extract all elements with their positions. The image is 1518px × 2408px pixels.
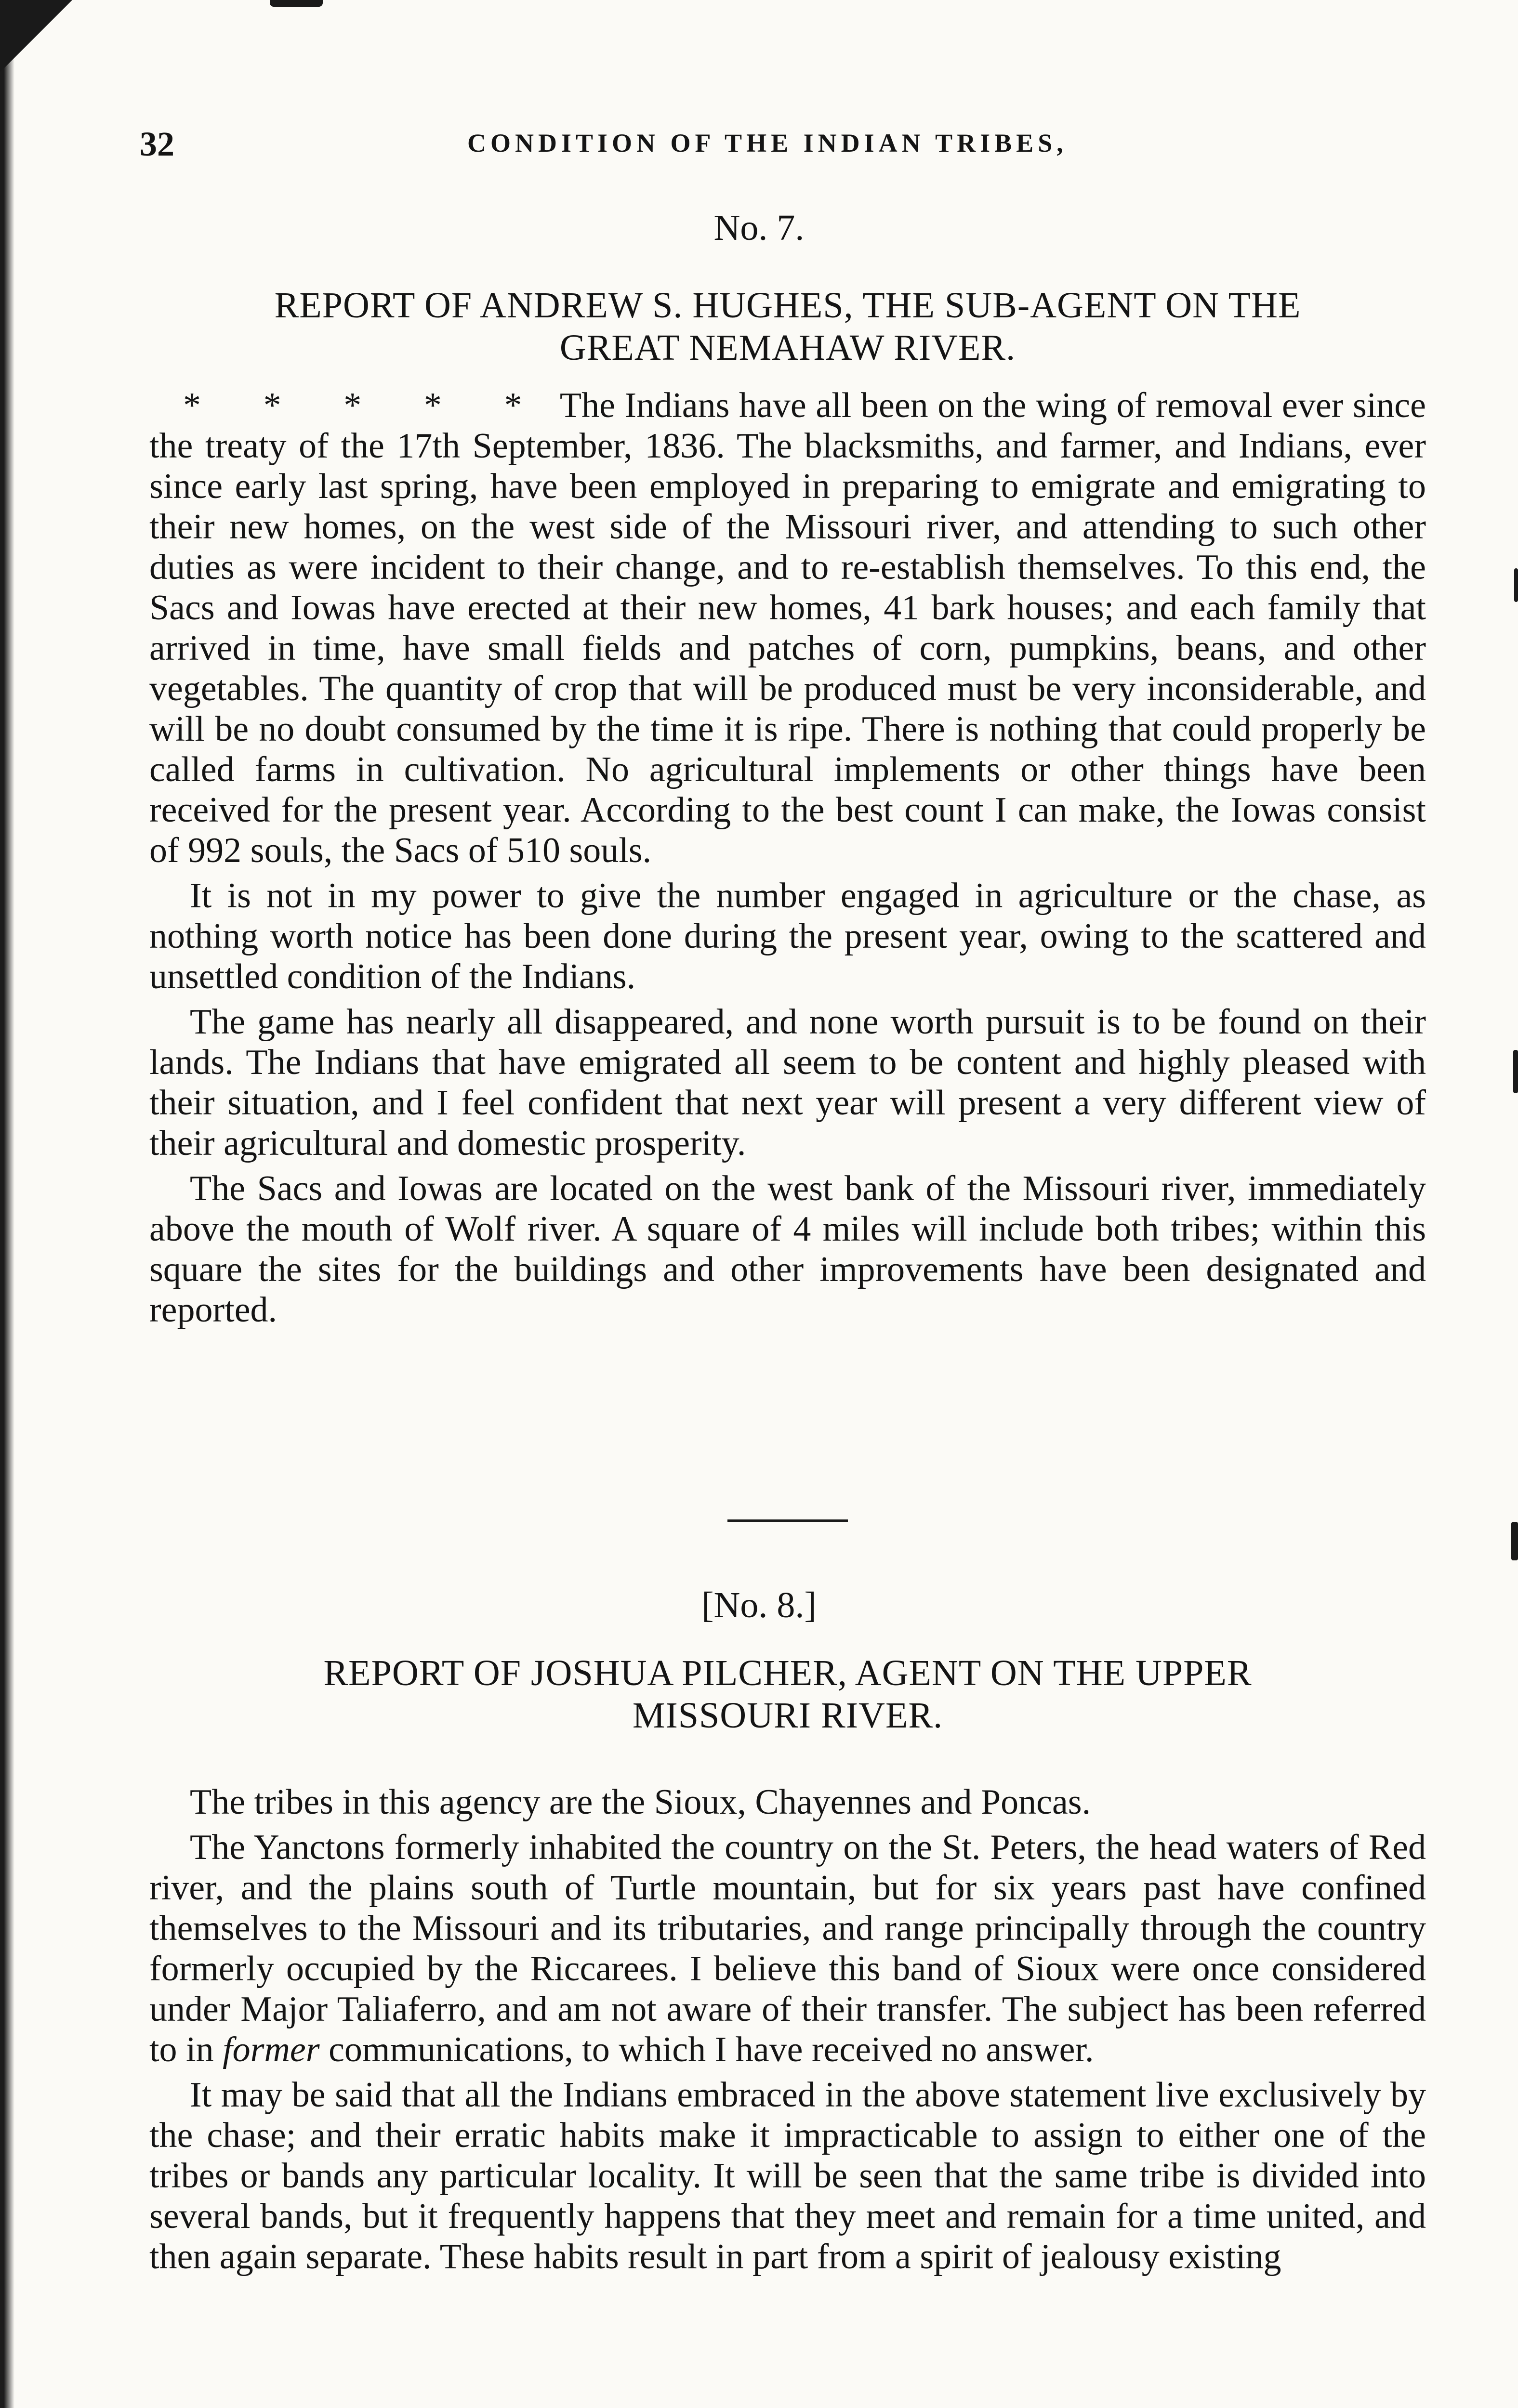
title-line: MISSOURI RIVER. [632,1695,943,1736]
section-number-7: No. 7. [713,208,805,248]
paragraph: The Sacs and Iowas are located on the west bank of the Missouri river, immediately above the mouth of Wolf river. A square of 4 miles will include both tribes; within this square the sites for the buildings and other improvements have been designated and reported. [149,1169,1426,1330]
paragraph: It is not in my power to give the number engaged in agriculture or the chase, as nothing worth notice has been done during the present year, owing to the scattered and unsettled condition of the Indians. [149,876,1426,996]
section-divider [727,1519,848,1522]
paragraph: The tribes in this agency are the Sioux, Chayennes and Poncas. [190,1782,1091,1822]
paragraph [149,385,1426,871]
scan-top-mark [270,0,323,7]
pilcher-report-body [149,1782,1426,2282]
scan-right-mark [1511,1522,1518,1560]
running-head: CONDITION OF THE INDIAN TRIBES, [467,129,1068,157]
scan-right-mark [1514,568,1518,602]
title-line: REPORT OF ANDREW S. HUGHES, THE SUB-AGENT ON THE [274,285,1301,326]
paragraph-text: The Yanctons formerly inhabited the country on the St. Peters, the head waters of Red river, and the plains south of Turtle mountain, but for six years past have confined themselves to the Missouri and its tributaries, and range principally through the country formerly occupied by the Riccarees. I believe this band of Sioux were once considered under Major Taliaferro, and am not aware of their transfer. The subject has been referred to in [149,1828,1426,2069]
paragraph: It may be said that all the Indians embraced in the above statement live exclusively by the chase; and their erratic habits make it impracticable to assign to either one of the tribes or bands any particular locality. It will be seen that the same tribe is divided into several bands, but it frequently happens that they meet and remain for a time united, and then again separate. These habits result in part from a spirit of jealousy existing [149,2075,1426,2277]
hughes-report-body [149,385,1426,1335]
scan-corner-mark [0,0,72,72]
ellipsis-stars: * * * * * [183,386,522,425]
paragraph [149,1827,1426,2070]
title-line: REPORT OF JOSHUA PILCHER, AGENT ON THE UPPER [323,1653,1252,1693]
scan-edge-left [0,0,14,2408]
title-line: GREAT NEMAHAW RIVER. [559,327,1016,368]
paragraph-text: The Indians have all been on the wing of removal ever since the treaty of the 17th September, 1836. The blacksmiths, and farmer, and Indians, ever since early last spring, have been employed in preparing to emigrate and emigrating to their new homes, on the west side of the Missouri river, and attending to such other duties as were incident to their change, and to re-establish themselves. To this end, the Sacs and Iowas have erected at their new homes, 41 bark houses; and each family that arrived in time, have small fields and patches of corn, pumpkins, beans, and other vegetables. The quantity of crop that will be produced must be very inconsiderable, and will be no doubt consumed by the time it is ripe. There is nothing that could properly be called farms in cultivation. No agricultural implements or other things have been received for the present year. According to the best count I can make, the Iowas consist of 992 souls, the Sacs of 510 souls. [149,386,1426,870]
report-title-hughes [149,284,1426,369]
report-title-pilcher [149,1652,1426,1737]
section-number-8: [No. 8.] [701,1585,817,1625]
page-number: 32 [140,125,174,163]
scan-right-mark [1513,1050,1518,1093]
paragraph: The game has nearly all disappeared, and none worth pursuit is to be found on their lands. The Indians that have emigrated all seem to be content and highly pleased with their situation, and I feel confident that next year will present a very different view of their agricultural and domestic prosperity. [149,1002,1426,1163]
page-header [140,124,1440,168]
italic-word: former [223,2030,320,2069]
paragraph-text: communications, to which I have received no answer. [329,2030,1094,2069]
